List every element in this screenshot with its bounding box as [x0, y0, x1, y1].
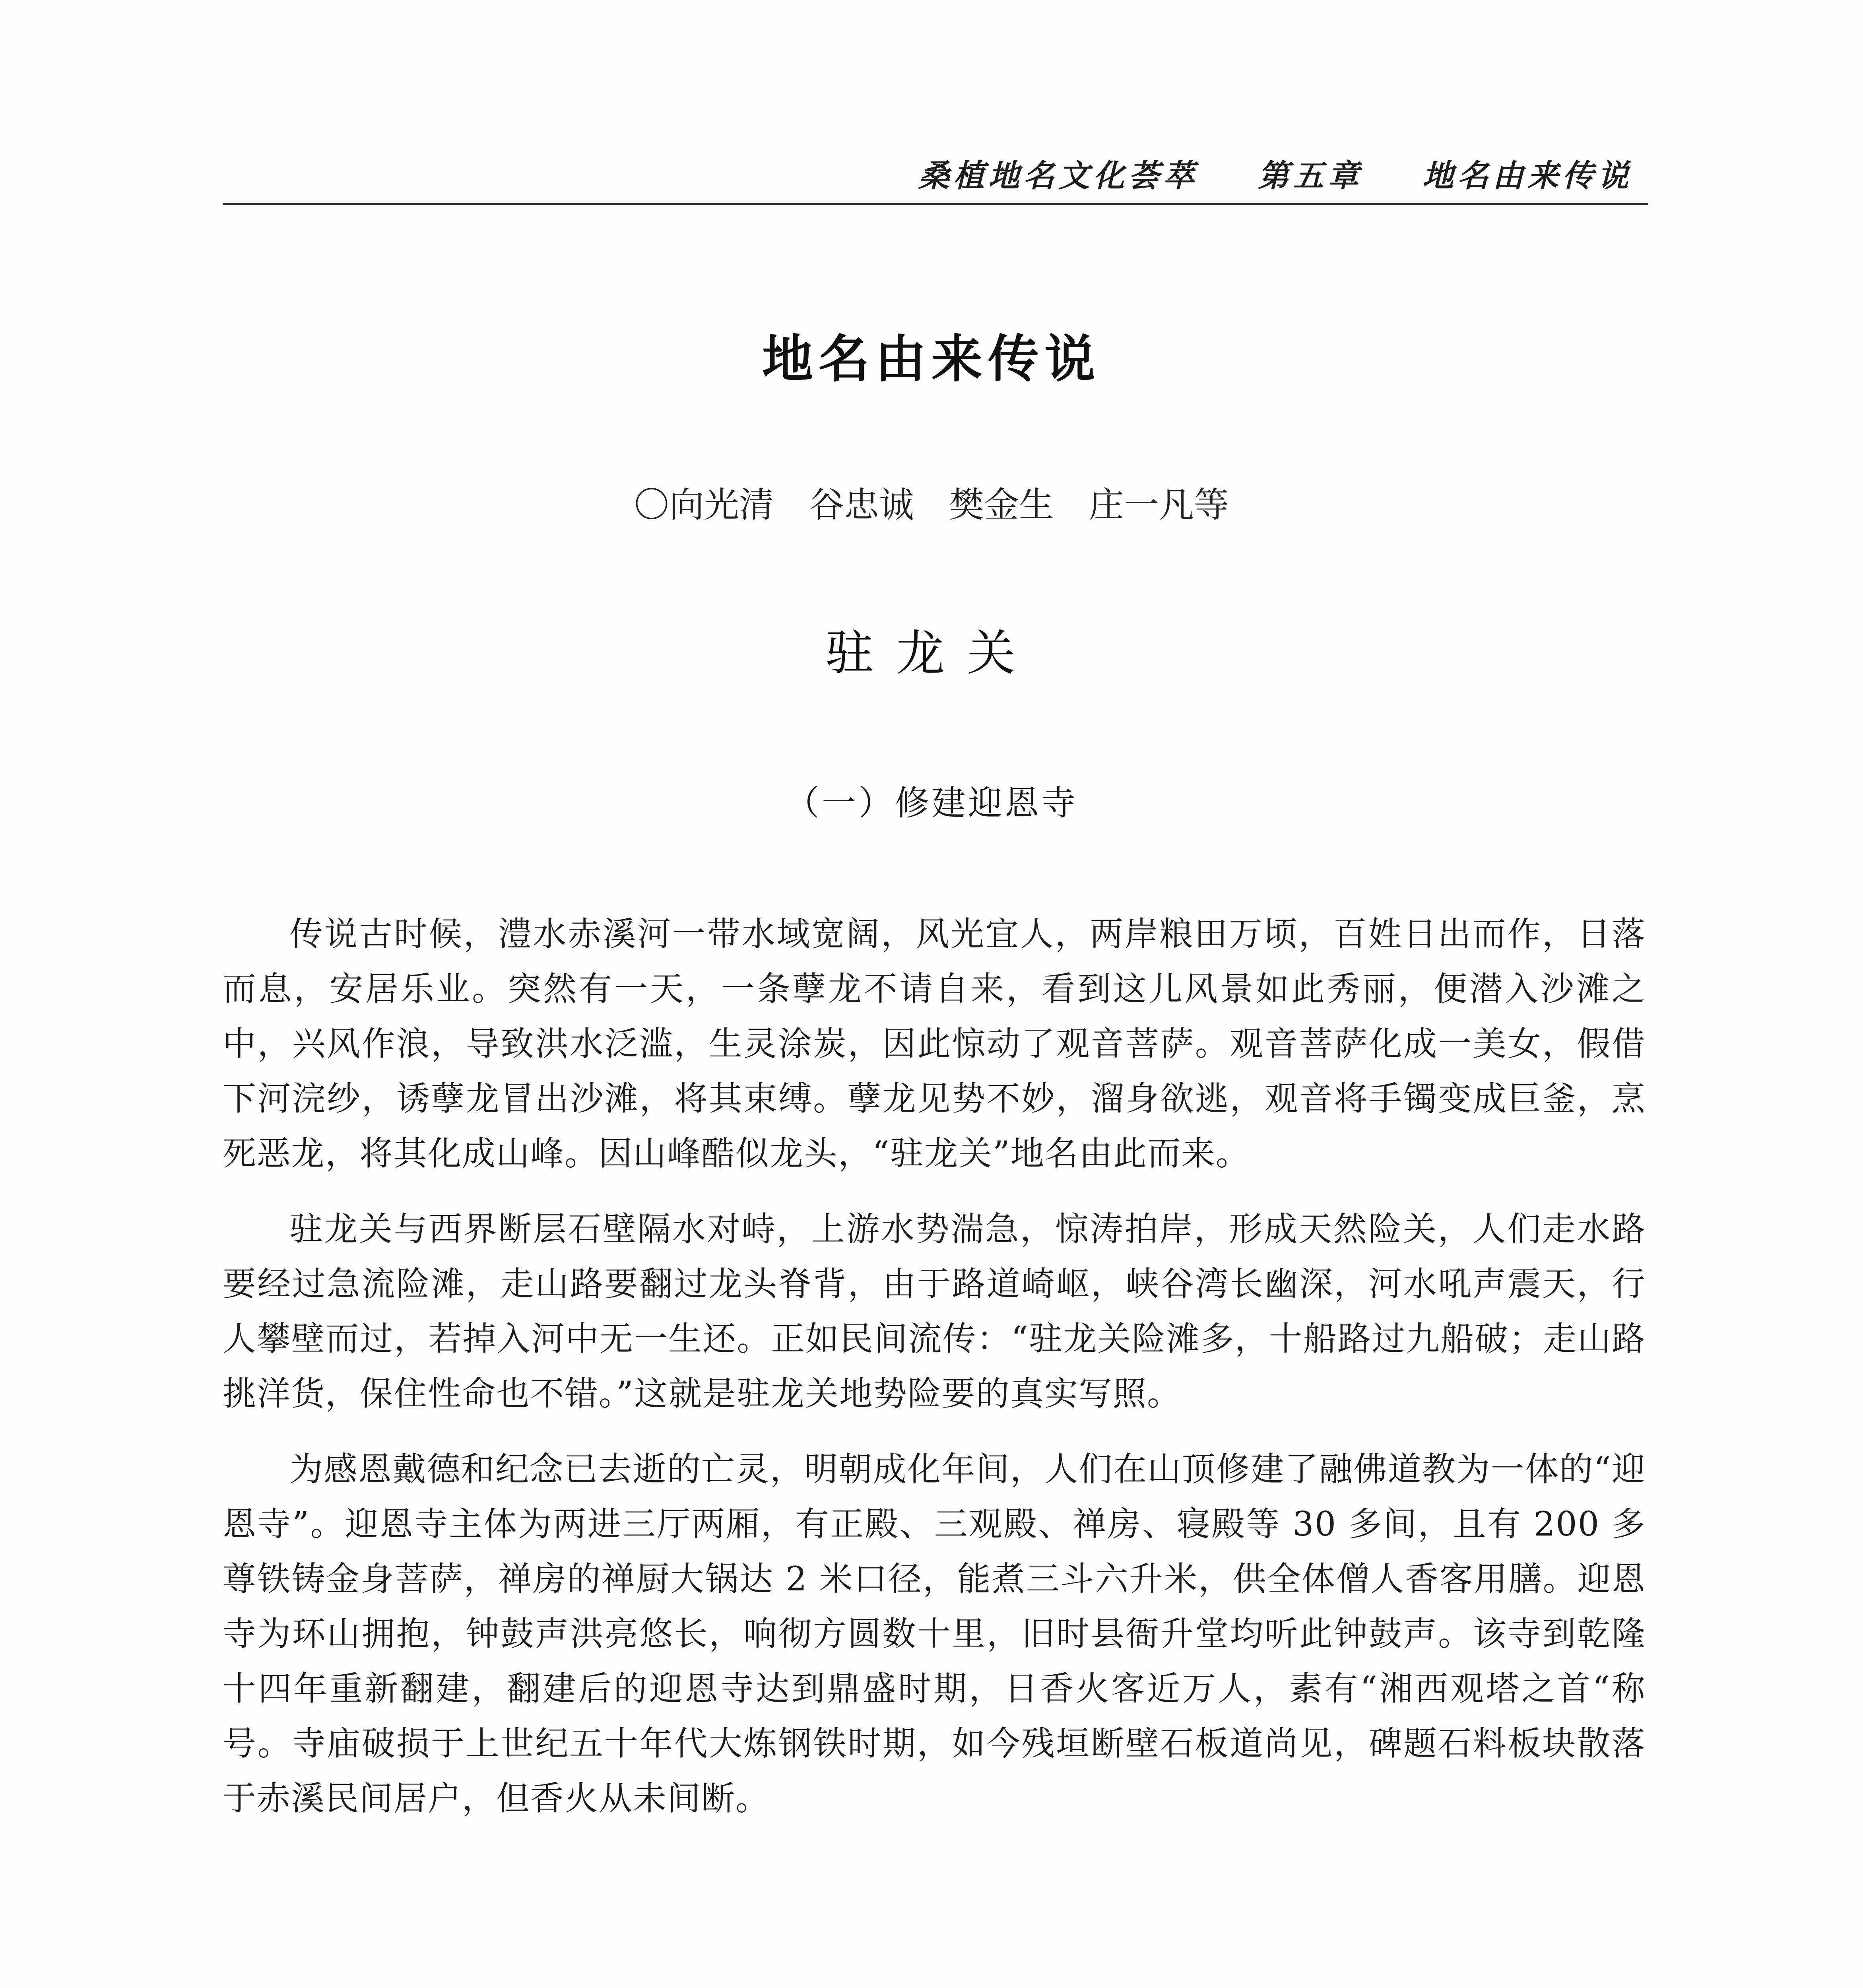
- paragraph-3: 为感恩戴德和纪念已去逝的亡灵，明朝成化年间，人们在山顶修建了融佛道教为一体的“迎恩寺”。迎恩寺主体为两进三厅两厢，有正殿、三观殿、禅房、寝殿等 30 多间，且有 200 多尊铁铸金身菩萨，禅房的禅厨大锅达 2 米口径，能煮三斗六升米，供全体僧人香客用膳。迎恩寺为环山拥抱，钟鼓声洪亮悠长，响彻方圆数十里，旧时县衙升堂均听此钟鼓声。该寺到乾隆十四年重新翻建，翻建后的迎恩寺达到鼎盛时期，日香火客近万人，素有“湘西观塔之首“称号。寺庙破损于上世纪五十年代大炼钢铁时期，如今残垣断壁石板道尚见，碑题石料板块散落于赤溪民间居户，但香火从未间断。: [223, 1450, 1646, 1818]
- body-text: [223, 907, 1646, 1846]
- section-title: 驻龙关: [825, 625, 1038, 681]
- paragraph-1: 传说古时候，澧水赤溪河一带水域宽阔，风光宜人，两岸粮田万顷，百姓日出而作，日落而息，安居乐业。突然有一天，一条孽龙不请自来，看到这儿风景如此秀丽，便潜入沙滩之中，兴风作浪，导致洪水泛滥，生灵涂炭，因此惊动了观音菩萨。观音菩萨化成一美女，假借下河浣纱，诱孽龙冒出沙滩，将其束缚。孽龙见势不妙，溜身欲逃，观音将手镯变成巨釜，烹死恶龙，将其化成山峰。因山峰酷似龙头，“驻龙关”地名由此而来。: [223, 914, 1646, 1173]
- header-chapter: 第五章: [1258, 158, 1363, 194]
- header-book-title: 桑植地名文化荟萃: [918, 158, 1198, 194]
- header-section: 地名由来传说: [1422, 158, 1632, 194]
- page-title: 地名由来传说: [762, 330, 1101, 389]
- running-header-text: [918, 151, 1632, 196]
- subsection-title: （一）修建迎恩寺: [785, 783, 1078, 823]
- paragraph-2: 驻龙关与西界断层石壁隔水对峙，上游水势湍急，惊涛拍岸，形成天然险关，人们走水路要经过急流险滩，走山路要翻过龙头脊背，由于路道崎岖，峡谷湾长幽深，河水吼声震天，行人攀壁而过，若掉入河中无一生还。正如民间流传：“驻龙关险滩多，十船路过九船破；走山路挑洋货，保住性命也不错。”这就是驻龙关地势险要的真实写照。: [223, 1209, 1646, 1413]
- author-line: 〇向光清 谷忠诚 樊金生 庄一凡等: [634, 484, 1229, 525]
- running-header: [223, 143, 1648, 205]
